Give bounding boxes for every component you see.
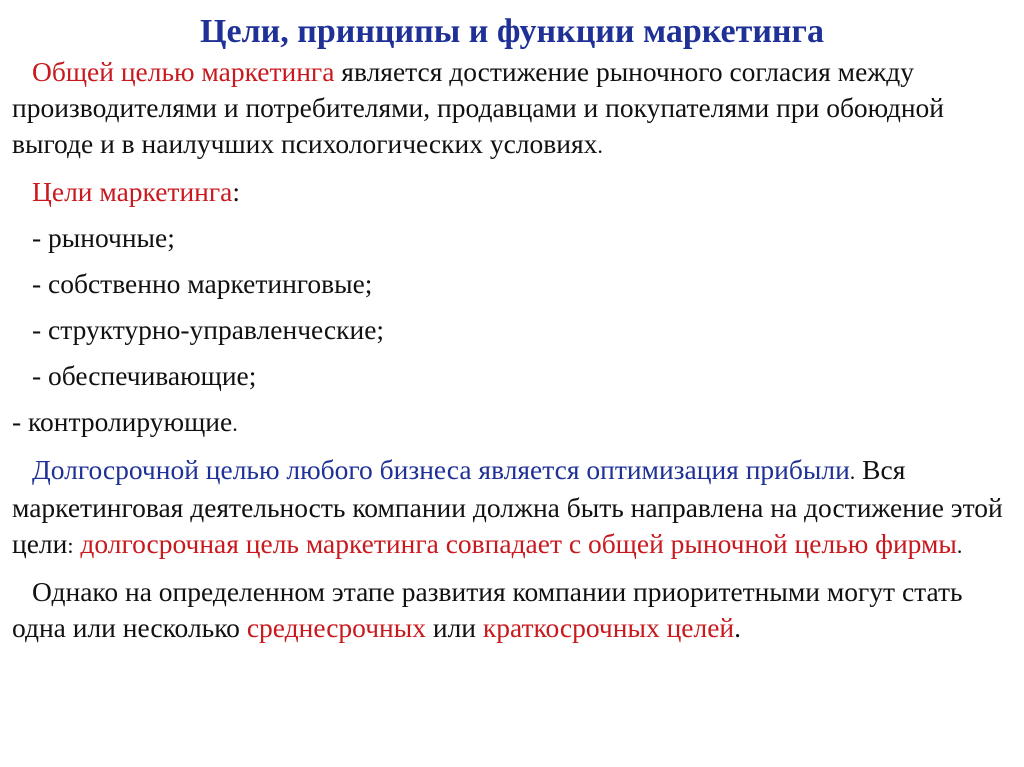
slide-title: Цели, принципы и функции маркетинга (200, 13, 824, 50)
goals-colon: : (232, 176, 241, 207)
slide-content (12, 54, 1012, 656)
goal-item-supporting: - обеспечивающие; (32, 360, 257, 391)
long-term-goal-text: Вся маркетинговая деятельность компании должна быть направлена на достижение этой цели (12, 454, 1003, 559)
paragraph-long-term-goal (12, 452, 1012, 564)
mid-term-goals-highlight: среднесрочных (246, 612, 426, 643)
short-term-text-end: . (734, 612, 742, 643)
general-goal-text: является достижение рыночного согласия между производителями и потребителями, продавцами и покупателями при обоюдной выгоде и в наилучших психологических условиях (12, 56, 945, 159)
goals-heading (12, 174, 1012, 210)
goal-item-controlling-end: . (232, 411, 238, 436)
long-term-goal-end: . (956, 533, 963, 558)
long-term-goal-colon: : (67, 533, 74, 558)
general-goal-highlight: Общей целью маркетинга (32, 56, 335, 87)
paragraph-general-goal (12, 54, 1012, 164)
short-term-goals-highlight: краткосрочных целей (482, 612, 735, 643)
long-term-goal-highlight: Долгосрочной целью любого бизнеса является оптимизация прибыли (32, 454, 850, 485)
paragraph-short-term-goals (12, 574, 1012, 646)
short-term-text-start: Однако на определенном этапе развития компании приоритетными могут стать одна или несколько (12, 576, 963, 643)
general-goal-end: . (597, 133, 603, 158)
goal-item-market: - рыночные; (32, 222, 175, 253)
long-term-goal-conclusion: долгосрочная цель маркетинга совпадает с общей рыночной целью фирмы (73, 528, 957, 559)
goal-item-controlling (12, 404, 1012, 442)
goal-item-marketing: - собственно маркетинговые; (32, 268, 373, 299)
goal-item-structural: - структурно-управленческие; (32, 314, 385, 345)
goal-item-controlling-text: - контролирующие (12, 406, 233, 437)
short-term-text-middle: или (425, 612, 483, 643)
goals-label: Цели маркетинга (32, 176, 233, 207)
long-term-goal-highlight-end: . (849, 459, 856, 484)
